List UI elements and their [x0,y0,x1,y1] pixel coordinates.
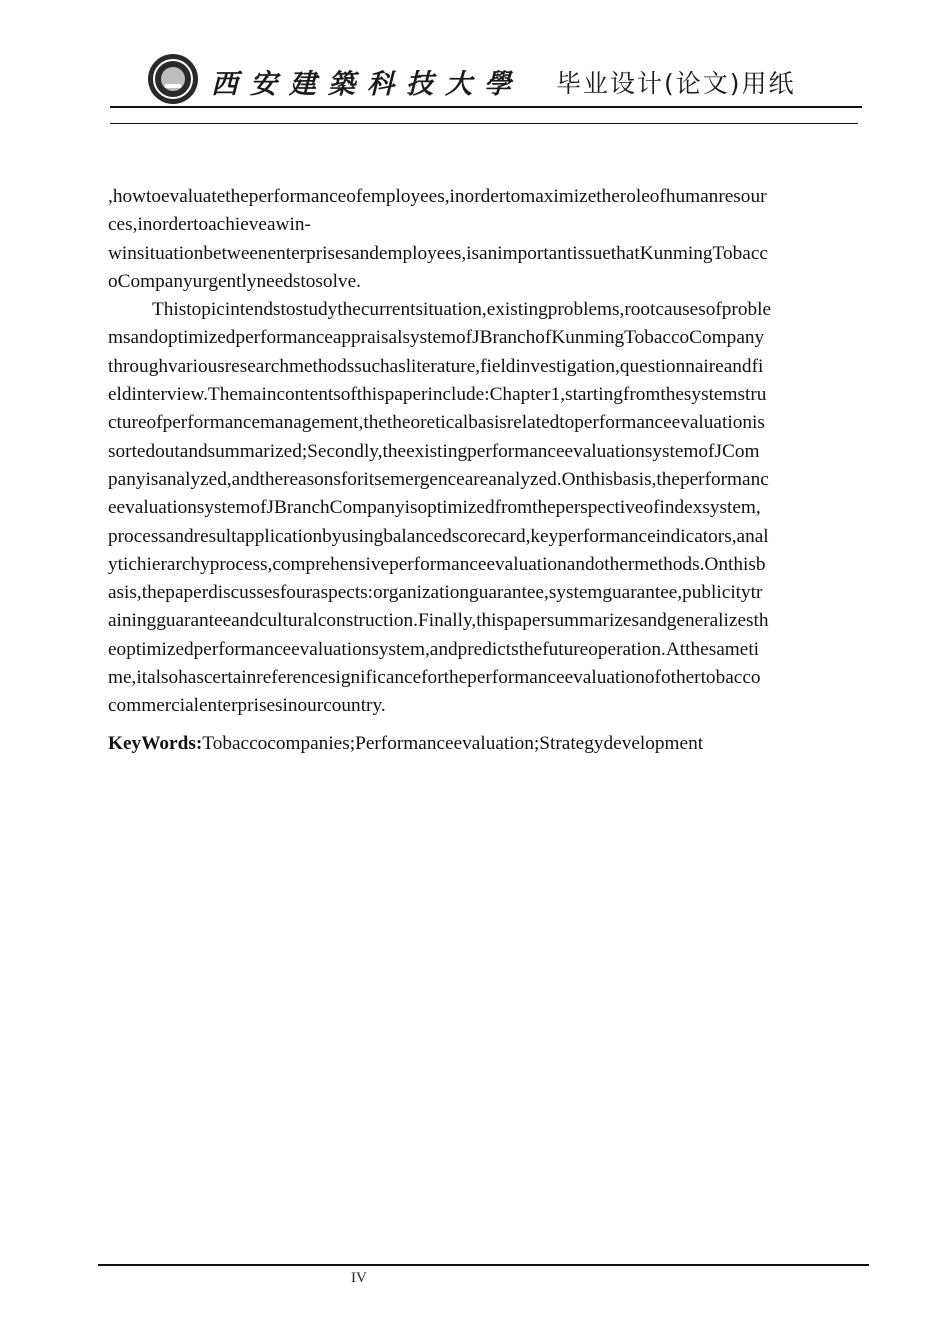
text-line: processandresultapplicationbyusingbalancedscorecard,keyperformanceindicators,anal [108,525,769,547]
paragraph-1 [108,183,858,296]
text-line: ,howtoevaluatetheperformanceofemployees,inordertomaximizetheroleofhumanresour [108,186,767,207]
text-line: me,italsohascertainreferencesignificancefortheperformanceevaluationofothertobacco [108,667,761,689]
text-line: Thistopicintendstostudythecurrentsituation,existingproblems,rootcausesofproble [152,299,772,321]
text-line: sortedoutandsummarized;Secondly,theexistingperformanceevaluationsystemofJCom [108,440,760,462]
university-name: 西安建築科技大學 [211,69,523,100]
keywords-value: Tobaccocompanies;Performanceevaluation;Strategydevelopment [202,732,704,754]
keywords-label: KeyWords: [108,732,203,754]
text-line: oCompanyurgentlyneedstosolve. [108,270,361,292]
university-seal-icon [148,54,198,104]
paper-label: 毕业设计(论文)用纸 [556,69,796,98]
paragraph-2 [108,296,858,720]
text-line: msandoptimizedperformanceappraisalsystemofJBranchofKunmingTobaccoCompany [108,327,765,349]
text-line: commercialenterprisesinourcountry. [108,695,386,717]
footer-rule [98,1264,869,1266]
text-line: eoptimizedperformanceevaluationsystem,andpredictsthefutureoperation.Atthesameti [108,638,760,660]
text-line: eldinterview.Themaincontentsofthispaperinclude:Chapter1,startingfromthesystemstru [108,384,767,406]
page-header [108,40,863,108]
text-line: ainingguaranteeandculturalconstruction.Finally,thispapersummarizesandgeneralizesth [108,610,769,632]
text-line: winsituationbetweenenterprisesandemployees,isanimportantissuethatKunmingTobacc [108,242,768,264]
text-line: eevaluationsystemofJBranchCompanyisoptimizedfromtheperspectiveofindexsystem, [108,497,761,519]
text-line: ytichierarchyprocess,comprehensiveperformanceevaluationandothermethods.Onthisb [108,553,766,575]
keywords [108,730,858,758]
text-line: panyisanalyzed,andthereasonsforitsemergenceareanalyzed.Onthisbasis,theperformanc [108,468,769,490]
header-rule-secondary [110,123,858,124]
page-number: IV [351,1270,367,1286]
text-line: ctureofperformancemanagement,thetheoreticalbasisrelatedtoperformanceevaluationis [108,412,765,434]
text-line: asis,thepaperdiscussesfouraspects:organizationguarantee,systemguarantee,publicitytr [108,582,763,604]
text-line: ces,inordertoachieveawin- [108,214,311,236]
header-rule [110,106,862,108]
text-line: throughvariousresearchmethodssuchasliterature,fieldinvestigation,questionnaireandfi [108,355,764,377]
abstract-body [108,183,858,758]
